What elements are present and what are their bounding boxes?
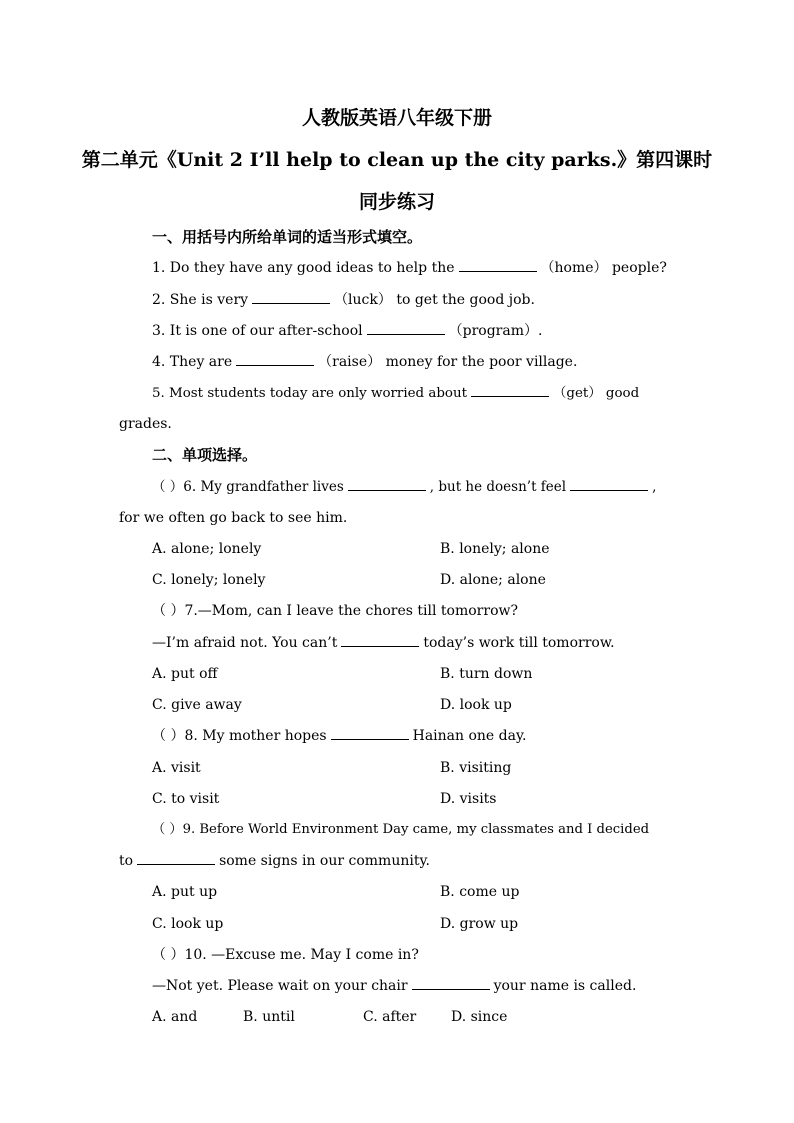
question-4-hint: （raise） money for the poor village.	[318, 354, 578, 370]
option-c[interactable]: C. lonely; lonely	[152, 572, 266, 588]
answer-blank[interactable]	[348, 478, 426, 491]
question-9-to: to	[119, 853, 134, 869]
question-7-reply-text-2: today’s work till tomorrow.	[423, 635, 615, 651]
question-7-reply	[152, 634, 615, 652]
question-1-text: 1. Do they have any good ideas to help the	[152, 260, 455, 276]
question-9-text-2: some signs in our community.	[219, 853, 430, 869]
question-2-text: 2. She is very	[152, 292, 249, 308]
section-1-heading: 一、用括号内所给单词的适当形式填空。	[152, 228, 423, 246]
answer-paren[interactable]: （ ）	[152, 603, 185, 619]
question-10-reply-text-2: your name is called.	[493, 978, 637, 994]
option-d[interactable]: D. look up	[440, 697, 512, 713]
option-b[interactable]: B. visiting	[440, 760, 512, 776]
question-5	[152, 384, 639, 403]
answer-blank[interactable]	[341, 634, 419, 647]
answer-blank[interactable]	[471, 384, 549, 397]
option-c[interactable]: C. give away	[152, 697, 242, 713]
answer-paren[interactable]: （ ）	[152, 947, 185, 963]
page-title: 人教版英语八年级下册	[301, 107, 492, 129]
question-6-continued: for we often go back to see him.	[119, 510, 348, 526]
option-d[interactable]: D. grow up	[440, 916, 519, 932]
question-9	[152, 821, 649, 839]
option-a[interactable]: A. and	[152, 1009, 198, 1025]
question-8	[152, 727, 526, 745]
option-a[interactable]: A. alone; lonely	[152, 541, 262, 557]
question-2	[152, 291, 535, 309]
answer-blank[interactable]	[236, 353, 314, 366]
question-10-text: 10. —Excuse me. May I come in?	[184, 947, 419, 963]
question-7-reply-text: —I’m afraid not. You can’t	[152, 635, 338, 651]
option-b[interactable]: B. turn down	[440, 666, 533, 682]
option-b[interactable]: B. until	[243, 1009, 295, 1025]
question-6-text: 6. My grandfather lives	[183, 479, 344, 495]
question-3-text: 3. It is one of our after-school	[152, 323, 363, 339]
question-9-text: 9. Before World Environment Day came, my classmates and I decided	[182, 822, 650, 837]
question-7	[152, 602, 518, 620]
question-3	[152, 322, 542, 340]
answer-paren[interactable]: （ ）	[152, 728, 185, 744]
question-10	[152, 946, 419, 964]
answer-blank[interactable]	[331, 727, 409, 740]
answer-blank[interactable]	[367, 322, 445, 335]
answer-blank[interactable]	[252, 291, 330, 304]
question-10-reply-text: —Not yet. Please wait on your chair	[152, 978, 408, 994]
option-a[interactable]: A. put off	[152, 666, 218, 682]
answer-paren[interactable]: （ ）	[152, 822, 183, 837]
page-subtitle-2: 同步练习	[358, 191, 435, 213]
section-2-heading: 二、单项选择。	[152, 446, 258, 464]
question-5-text: 5. Most students today are only worried about	[152, 386, 467, 401]
answer-blank[interactable]	[570, 478, 648, 491]
option-d[interactable]: D. since	[451, 1009, 508, 1025]
question-5-continued: grades.	[119, 416, 172, 432]
option-d[interactable]: D. alone; alone	[440, 572, 546, 588]
option-b[interactable]: B. come up	[440, 884, 520, 900]
question-3-hint: （program）.	[448, 323, 543, 339]
option-a[interactable]: A. put up	[152, 884, 218, 900]
answer-blank[interactable]	[412, 977, 490, 990]
page-subtitle: 第二单元《Unit 2 I’ll help to clean up the city parks.》第四课时	[81, 149, 713, 171]
question-6-text-2: , but he doesn’t feel	[429, 479, 567, 495]
question-8-text-2: Hainan one day.	[412, 728, 527, 744]
option-b[interactable]: B. lonely; alone	[440, 541, 550, 557]
question-10-reply	[152, 977, 636, 995]
question-1	[152, 259, 667, 277]
answer-blank[interactable]	[137, 852, 215, 865]
question-4-text: 4. They are	[152, 354, 233, 370]
question-2-hint: （luck） to get the good job.	[334, 292, 535, 308]
question-1-hint: （home） people?	[540, 260, 667, 276]
answer-blank[interactable]	[459, 259, 537, 272]
question-5-hint: （get） good	[552, 386, 640, 401]
question-6	[152, 478, 656, 496]
question-9-continued	[119, 852, 430, 870]
option-c[interactable]: C. look up	[152, 916, 224, 932]
question-6-comma: ,	[652, 479, 657, 495]
option-d[interactable]: D. visits	[440, 791, 497, 807]
question-4	[152, 353, 577, 371]
option-c[interactable]: C. after	[363, 1009, 417, 1025]
answer-paren[interactable]: （ ）	[152, 479, 184, 495]
question-8-text: 8. My mother hopes	[184, 728, 327, 744]
question-7-text: 7.—Mom, can I leave the chores till tomorrow?	[184, 603, 518, 619]
option-c[interactable]: C. to visit	[152, 791, 220, 807]
option-a[interactable]: A. visit	[152, 760, 201, 776]
